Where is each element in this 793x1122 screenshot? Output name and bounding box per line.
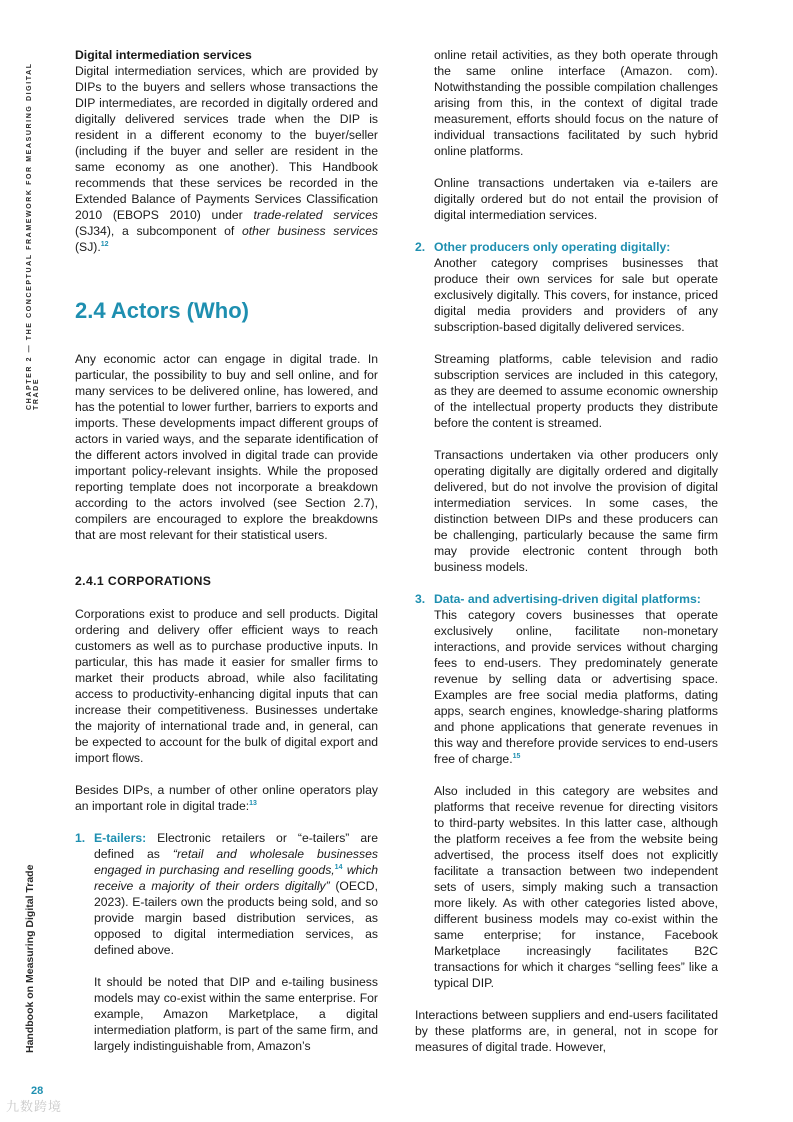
list-item-etailers: 1. E-tailers: Electronic retailers or “e-tailers” are defined as “retail and wholesale businesses engaged in purchasing and reselling goods,$^{14}$ which receive a majority of their orders digitally” (OECD, 2023). E-tailers own the products being sold, and so provide margin based distribution services, as opposed to digital intermediation services, as defined above. It should be noted that DIP and e-tailing business models may co-exist within the same enterprise. For example, Amazon Marketplace, a digital intermediation platform, is part of the same firm, and largely indistinguishable from, Amazon’s: [75, 831, 378, 1053]
etailers-note: It should be noted that DIP and e-tailing business models may co-exist within the same enterprise. For example, Amazon Marketplace, a digital intermediation platform, is part of the same firm, and largely indistinguishable from, Amazon’s: [94, 975, 378, 1053]
list-lead: Other producers only operating digitally:: [434, 240, 671, 254]
corporations-paragraph: Corporations exist to produce and sell products. Digital ordering and delivery offer efficient ways to reach customers as well as to purchase productive inputs. In particular, this has made it easier for smaller firms to market their products abroad, while also facilitating access to productivity-enhancing digital inputs that can increase their competitiveness. Businesses undertake the majority of international trade and, in general, can be expected to account for the bulk of digital export and import flows.: [75, 607, 378, 765]
besides-paragraph: Besides DIPs, a number of other online operators play an important role in digital trade:$^{13}$: [75, 783, 378, 813]
online-transactions-paragraph: Online transactions undertaken via e-tailers are digitally ordered but do not entail the provision of digital intermediation services.: [434, 176, 718, 222]
dis-paragraph: Digital intermediation services, which are provided by DIPs to the buyers and sellers whose transactions the DIP intermediates, are recorded in digitally ordered and digitally delivered services trade when the DIP is resident in a different economy to the buyer/seller (including if the buyer and seller are resident in the same economy as one another). This Handbook recommends that these services be recorded in the Extended Balance of Payments Services Classification 2010 (EBOPS 2010) under trade-related services (SJ34), a subcomponent of other business services (SJ).$^{12}$: [75, 64, 378, 254]
footnote-ref[interactable]: 14: [334, 863, 343, 871]
footnote-ref[interactable]: 13: [249, 799, 257, 807]
list-number: 1.: [75, 831, 86, 845]
left-column: [75, 47, 378, 1054]
footnote-ref[interactable]: 15: [512, 752, 521, 760]
list-item-other-producers: 2. Other producers only operating digitally: Another category comprises businesses that produce their own services for sale but operate exclusively digitally. This covers, for instance, priced digital media providers and providers of any subscription-based digitally delivered services. Streaming platforms, cable television and radio subscription services are included in this category, as they are deemed to assume economic ownership of the intellectual property products they distribute before the content is streamed. Transactions undertaken via other producers only operating digitally are digitally ordered and digitally delivered, but do not involve the provision of digital intermediation services. In some cases, the distinction between DIPs and these producers can be challenging, particularly because the same firm may provide electronic content through both business models.: [415, 240, 718, 574]
dis-heading: Digital intermediation services: [75, 48, 252, 62]
subsection-heading: 2.4.1 CORPORATIONS: [75, 574, 212, 588]
footnote-ref[interactable]: 12: [100, 240, 109, 248]
handbook-title: Handbook on Measuring Digital Trade: [24, 864, 36, 1053]
page-number: 28: [31, 1085, 44, 1097]
list-continuation: [415, 47, 718, 223]
chapter-running-header: CHAPTER 2 — THE CONCEPTUAL FRAMEWORK FOR MEASURING DIGITAL TRADE: [26, 62, 40, 410]
actors-paragraph: Any economic actor can engage in digital trade. In particular, the possibility to buy and sell online, and for many services to be delivered online, has lowered, and has the potential to lower further, barriers to exports and imports. These developments impact different groups of actors in varied ways, and the separate identification of the different actors involved in digital trade can provide important policy-relevant insights. While the proposed reporting template does not incorporate a breakdown according to the actors involved (see Section 2.7), compilers are encouraged to explore the breakdowns that are most relevant for their statistical users.: [75, 352, 378, 542]
list-lead: Data- and advertising-driven digital platforms:: [434, 592, 701, 606]
list-item-data-platforms: 3. Data- and advertising-driven digital platforms: This category covers businesses that operate exclusively online, facilitate non-monetary interactions, and provide services without charging fees to end-users. They predominately generate revenue by selling data or advertising space. Examples are free social media platforms, dating apps, search engines, knowledge-sharing platforms and phone applications that generate revenues in this way and therefore provide services to end-users free of charge.$^{15}$ Also included in this category are websites and platforms that receive revenue for directing visitors to third-party websites. In this latter case, although the platform receives a fee from the website being advertised, the process itself does not explicitly facilitate a transaction between two independent sets of users, simply making such a transaction more likely. As with other categories listed above, different business models may co-exist within the same enterprise; for instance, Facebook Marketplace increasingly facilitates B2C transactions for which it charges “selling fees” like a typical DIP.: [415, 592, 718, 990]
list-lead: E-tailers:: [94, 831, 147, 845]
list-number: 2.: [415, 240, 426, 254]
section-heading: 2.4 Actors (Who): [75, 298, 249, 323]
final-paragraph: Interactions between suppliers and end-users facilitated by these platforms are, in general, not in scope for measures of digital trade. However,: [415, 1008, 718, 1054]
right-column: [415, 47, 718, 1055]
continued-paragraph: online retail activities, as they both operate through the same online interface (Amazon. com). Notwithstanding the possible compilation challenges arising from this, in the context of digital trade measurement, efforts should focus on the nature of individual transactions facilitated by such hybrid online platforms.: [434, 48, 718, 158]
list-number: 3.: [415, 592, 426, 606]
watermark-logo: 九数跨境: [6, 1099, 63, 1114]
